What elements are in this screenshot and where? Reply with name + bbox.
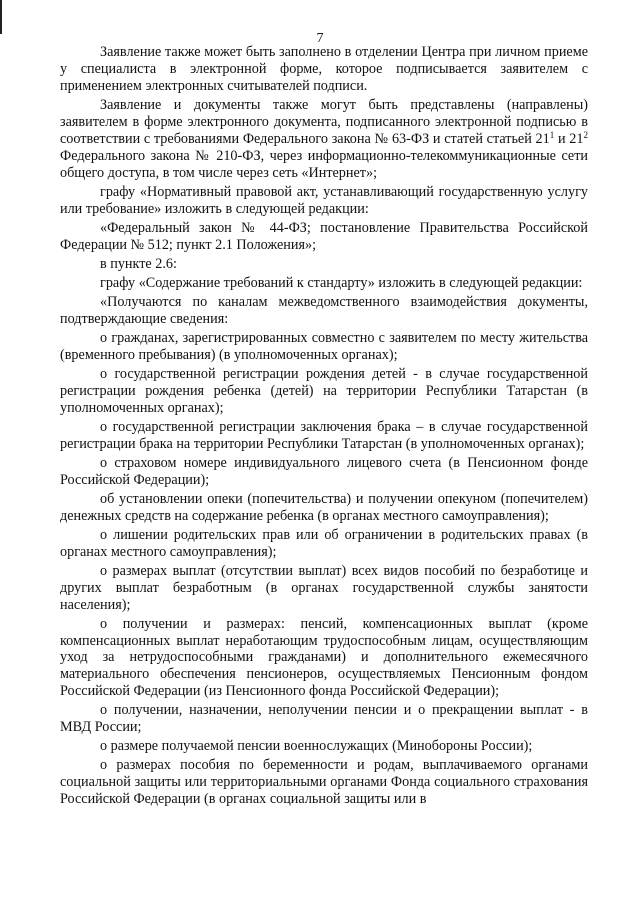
- list-item: о размерах выплат (отсутствии выплат) всех видов пособий по безработице и других выплат безработным (в органах государственной службы занятости населения);: [60, 562, 588, 613]
- paragraph: графу «Содержание требований к стандарту» изложить в следующей редакции:: [100, 274, 583, 291]
- list-item: о получении, назначении, неполучении пенсии и о прекращении выплат - в МВД России;: [60, 702, 588, 736]
- paragraph: графу «Нормативный правовой акт, устанавливающий государственную услугу или требование» изложить в следующей редакции:: [60, 183, 588, 217]
- superscript: 2: [583, 129, 588, 140]
- scan-edge-mark: [0, 0, 2, 34]
- list-item: о получении и размерах: пенсий, компенсационных выплат (кроме компенсационных выплат неработающим трудоспособным лицам, осуществляющим уход за нетрудоспособными гражданами) и дополнительного ежемесячного материального обеспечения пенсионеров, осуществляемых Пенсионным фондом Российской Федерации (из Пенсионного фонда Российской Федерации);: [60, 615, 588, 700]
- superscript: 1: [549, 129, 555, 140]
- paragraph-text: Федерального закона № 210-ФЗ, через информационно-телекоммуникационные сети общего доступа, в том числе через сеть «Интернет»;: [60, 147, 588, 181]
- list-item: об установлении опеки (попечительства) и получении опекуном (попечителем) денежных средств на содержание ребенка (в органах местного самоуправления);: [60, 490, 588, 524]
- paragraph: Заявление также может быть заполнено в отделении Центра при личном приеме у специалиста в электронной форме, которое подписывается заявителем с применением электронных считывателей подписи.: [60, 44, 588, 94]
- paragraph-with-superscripts: [60, 97, 588, 182]
- document-body: [60, 44, 588, 810]
- list-item: о государственной регистрации заключения брака – в случае государственной регистрации брака на территории Республики Татарстан (в уполномоченных органах);: [60, 418, 588, 452]
- list-item: о размерах пособия по беременности и родам, выплачиваемого органами социальной защиты или территориальными органами Фонда социального страхования Российской Федерации (в органах социальной защиты или в: [60, 757, 588, 808]
- list-item: о государственной регистрации рождения детей - в случае государственной регистрации рождения ребенка (детей) на территории Республики Татарстан (в уполномоченных органах);: [60, 365, 588, 416]
- paragraph-text: и 21: [554, 130, 584, 147]
- list-item: о гражданах, зарегистрированных совместно с заявителем по месту жительства (временного пребывания) (в уполномоченных органах);: [60, 329, 588, 363]
- list-item: о страховом номере индивидуального лицевого счета (в Пенсионном фонде Российской Федерации);: [60, 454, 588, 488]
- paragraph-text: Заявление и документы также могут быть представлены (направлены) заявителем в форме электронного документа, подписанного электронной подписью в соответствии с требованиями Федерального закона № 63-ФЗ и статей статьей 21: [60, 96, 588, 147]
- list-item: о лишении родительских прав или об ограничении в родительских правах (в органах местного самоуправления);: [60, 526, 588, 560]
- paragraph: «Федеральный закон № 44-ФЗ; постановление Правительства Российской Федерации № 512; пункт 2.1 Положения»;: [60, 219, 588, 253]
- paragraph: «Получаются по каналам межведомственного взаимодействия документы, подтверждающие сведения:: [60, 293, 588, 327]
- list-item: о размере получаемой пенсии военнослужащих (Минобороны России);: [100, 738, 533, 755]
- paragraph: в пункте 2.6:: [100, 255, 177, 272]
- page-number: 7: [316, 31, 324, 46]
